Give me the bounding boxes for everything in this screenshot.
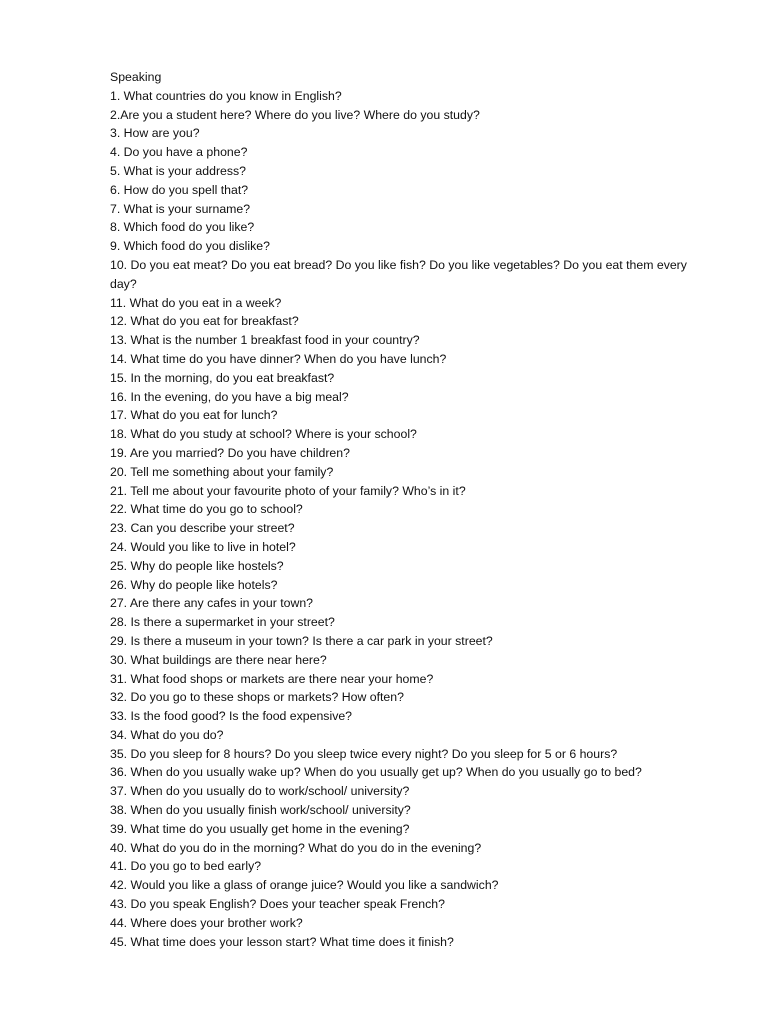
- question-10: 10. Do you eat meat? Do you eat bread? Do you like fish? Do you like vegetables? Do you eat them every day?: [110, 257, 687, 291]
- question-30: 30. What buildings are there near here?: [110, 652, 327, 667]
- question-29: 29. Is there a museum in your town? Is there a car park in your street?: [110, 633, 493, 648]
- question-26: 26. Why do people like hotels?: [110, 577, 278, 592]
- question-15: 15. In the morning, do you eat breakfast?: [110, 370, 335, 385]
- question-11: 11. What do you eat in a week?: [110, 295, 282, 310]
- question-21: 21. Tell me about your favourite photo of your family? Who’s in it?: [110, 483, 466, 498]
- question-20: 20. Tell me something about your family?: [110, 464, 334, 479]
- question-35: 35. Do you sleep for 8 hours? Do you sleep twice every night? Do you sleep for 5 or 6 hours?: [110, 746, 618, 761]
- document-title: Speaking: [110, 70, 162, 84]
- question-38: 38. When do you usually finish work/school/ university?: [110, 803, 411, 818]
- question-39: 39. What time do you usually get home in the evening?: [110, 821, 410, 836]
- question-13: 13. What is the number 1 breakfast food in your country?: [110, 333, 420, 348]
- question-7: 7. What is your surname?: [110, 201, 251, 216]
- question-42: 42. Would you like a glass of orange juice? Would you like a sandwich?: [110, 878, 499, 893]
- question-5: 5. What is your address?: [110, 163, 247, 178]
- question-27: 27. Are there any cafes in your town?: [110, 596, 314, 611]
- question-33: 33. Is the food good? Is the food expensive?: [110, 709, 353, 724]
- question-14: 14. What time do you have dinner? When do you have lunch?: [110, 351, 447, 366]
- question-18: 18. What do you study at school? Where is your school?: [110, 427, 417, 442]
- question-31: 31. What food shops or markets are there near your home?: [110, 671, 434, 686]
- question-22: 22. What time do you go to school?: [110, 502, 303, 517]
- question-2: 2.Are you a student here? Where do you live? Where do you study?: [110, 107, 480, 122]
- question-23: 23. Can you describe your street?: [110, 521, 295, 536]
- question-1: 1. What countries do you know in English?: [110, 88, 342, 103]
- question-41: 41. Do you go to bed early?: [110, 859, 262, 874]
- question-25: 25. Why do people like hostels?: [110, 558, 284, 573]
- question-37: 37. When do you usually do to work/school/ university?: [110, 784, 410, 799]
- question-12: 12. What do you eat for breakfast?: [110, 314, 299, 329]
- question-16: 16. In the evening, do you have a big meal?: [110, 389, 349, 404]
- question-34: 34. What do you do?: [110, 727, 224, 742]
- question-24: 24. Would you like to live in hotel?: [110, 539, 296, 554]
- question-44: 44. Where does your brother work?: [110, 915, 303, 930]
- question-45: 45. What time does your lesson start? What time does it finish?: [110, 934, 454, 949]
- question-19: 19. Are you married? Do you have children?: [110, 445, 350, 460]
- question-28: 28. Is there a supermarket in your street?: [110, 615, 335, 630]
- question-43: 43. Do you speak English? Does your teacher speak French?: [110, 897, 445, 912]
- question-32: 32. Do you go to these shops or markets? How often?: [110, 690, 404, 705]
- question-17: 17. What do you eat for lunch?: [110, 408, 278, 423]
- question-4: 4. Do you have a phone?: [110, 145, 248, 160]
- question-9: 9. Which food do you dislike?: [110, 239, 270, 254]
- question-40: 40. What do you do in the morning? What do you do in the evening?: [110, 840, 482, 855]
- document-page: [110, 68, 710, 951]
- question-3: 3. How are you?: [110, 126, 200, 141]
- question-6: 6. How do you spell that?: [110, 182, 249, 197]
- question-36: 36. When do you usually wake up? When do you usually get up? When do you usually go to bed?: [110, 765, 642, 780]
- question-8: 8. Which food do you like?: [110, 220, 255, 235]
